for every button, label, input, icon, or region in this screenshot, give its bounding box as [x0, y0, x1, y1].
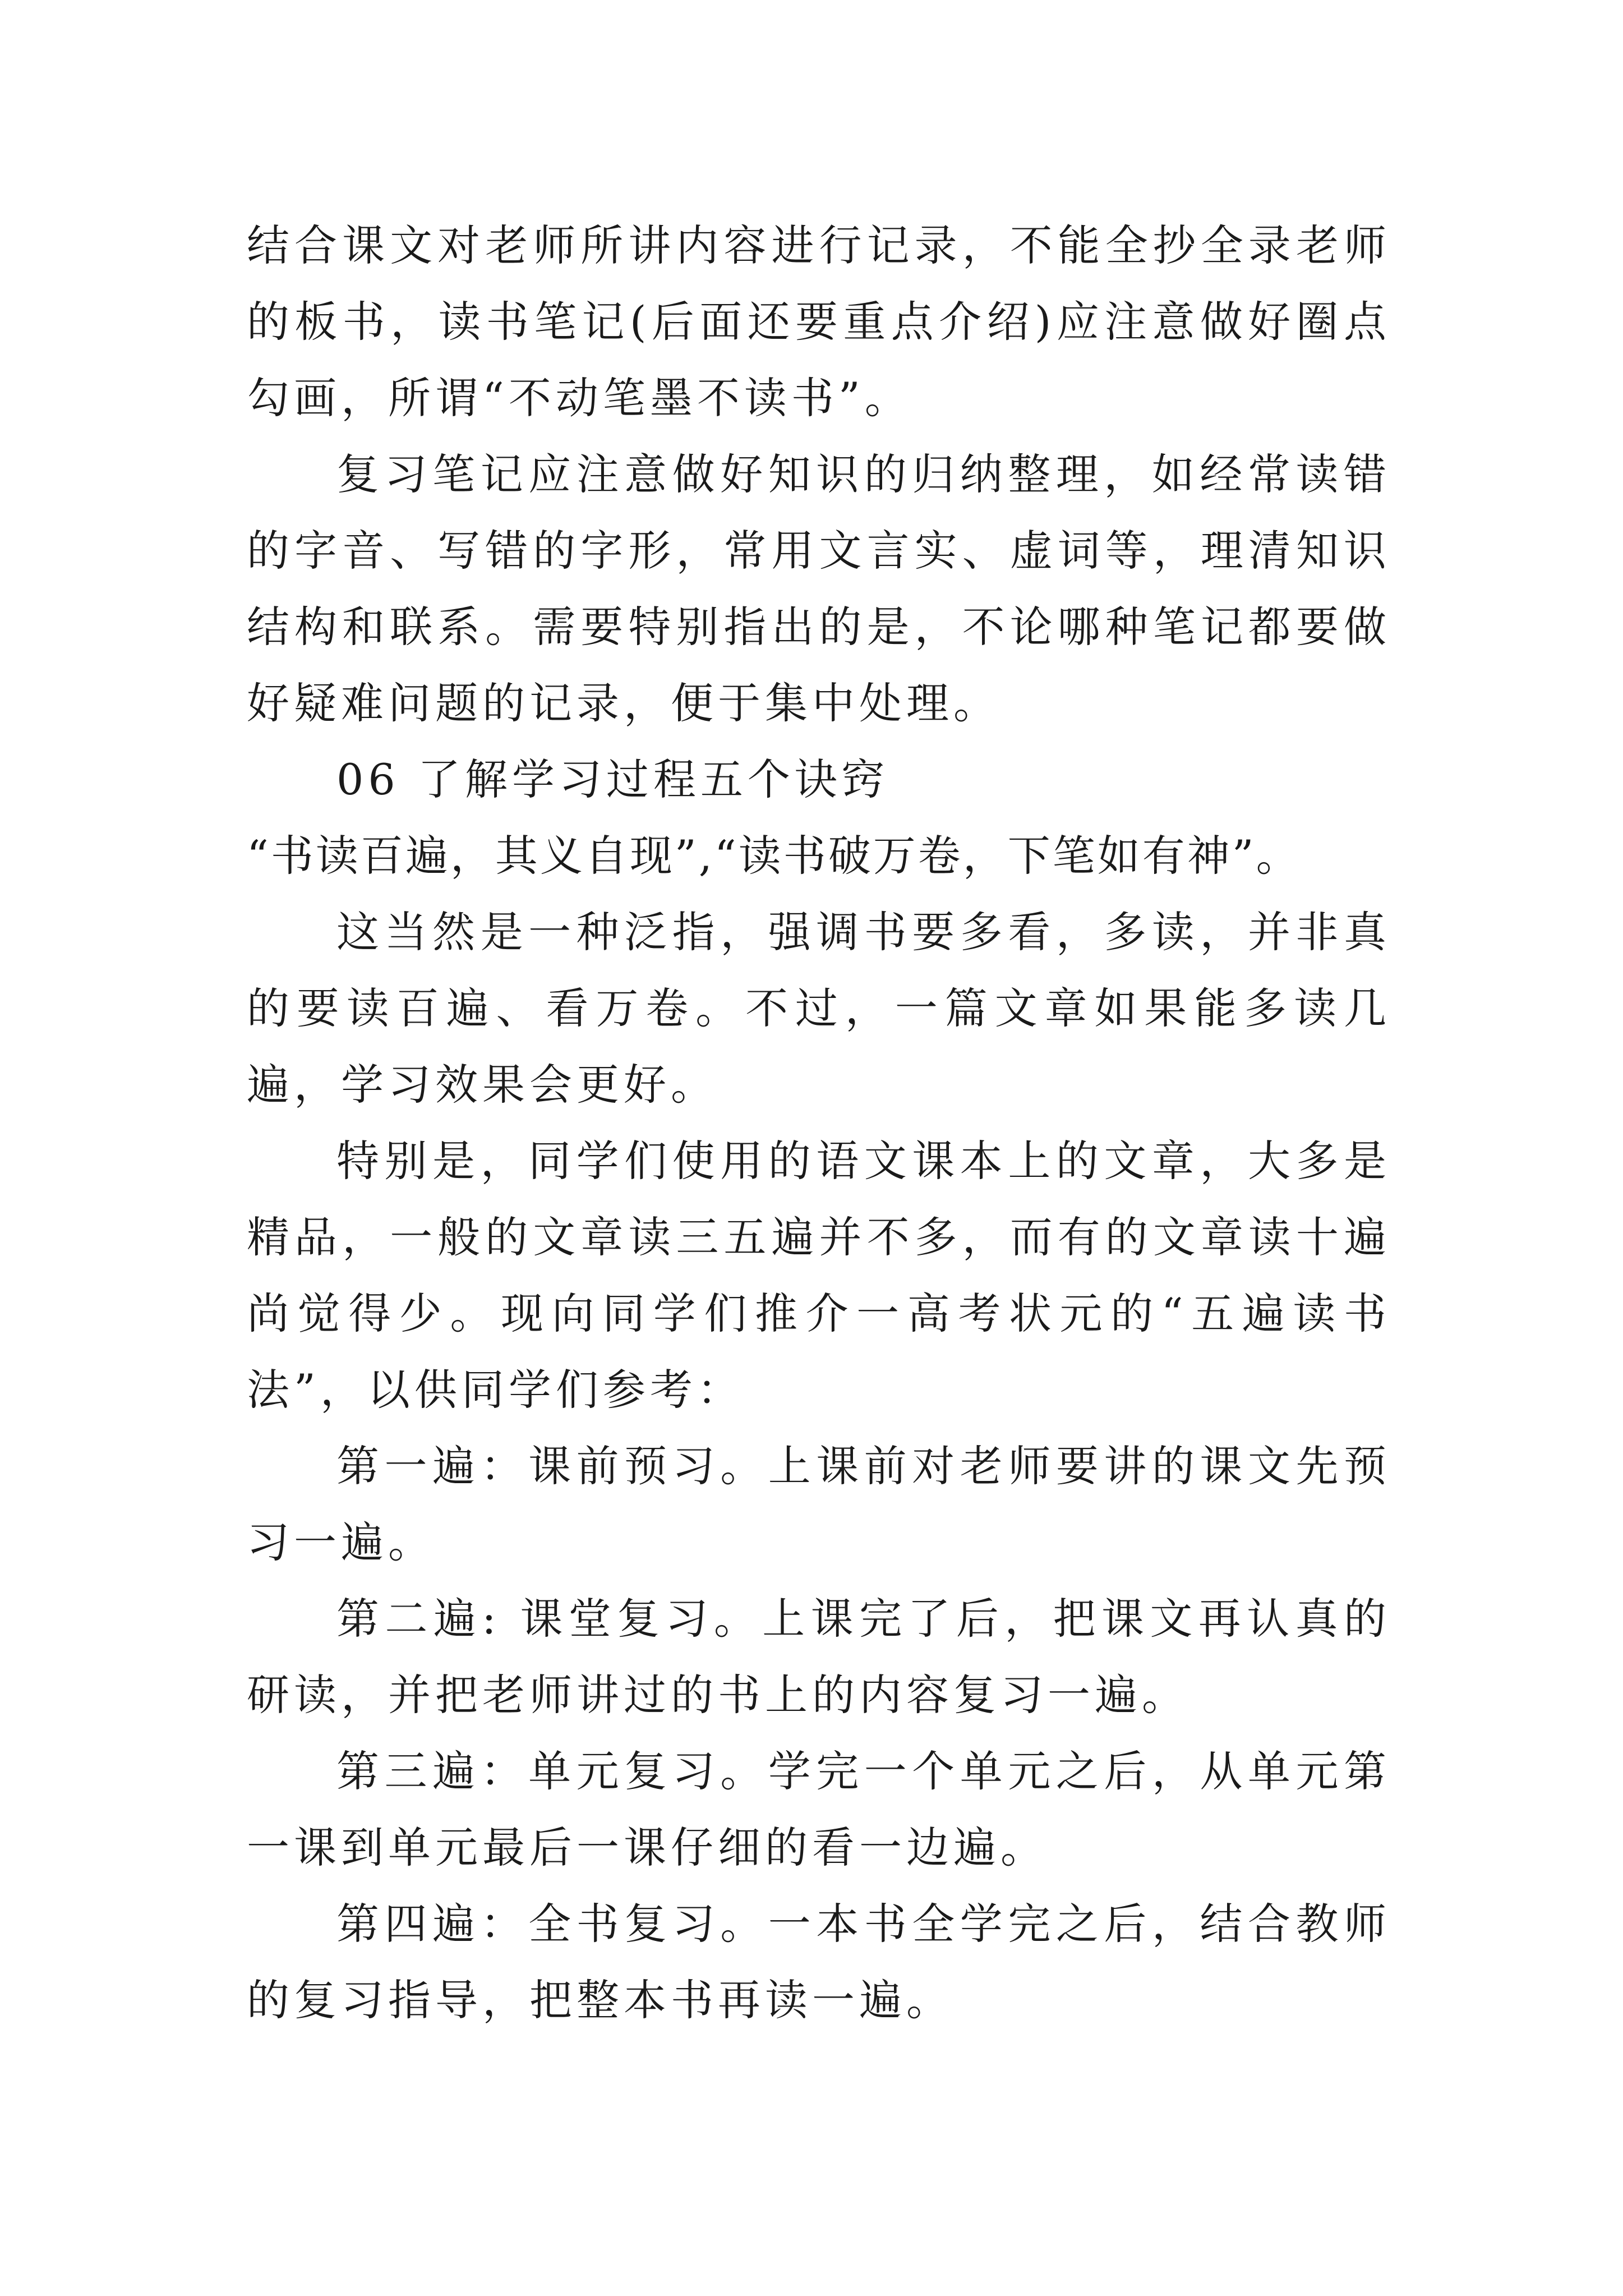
paragraph-quote: “书读百遍，其义自现”,“读书破万卷，下笔如有神”。	[247, 831, 1301, 881]
section-heading-06: 06 了解学习过程五个诀窍	[336, 754, 889, 804]
paragraph-fourth-pass: 第四遍：全书复习。一本书全学完之后，结合教师的复习指导，把整本书再读一遍。	[247, 1899, 1391, 2025]
paragraph-note-recording: 结合课文对老师所讲内容进行记录，不能全抄全录老师的板书，读书笔记(后面还要重点介绍)应注意做好圈点勾画，所谓“不动笔墨不读书”。	[247, 220, 1391, 423]
paragraph-five-pass-method: 特别是，同学们使用的语文课本上的文章，大多是精品，一般的文章读三五遍并不多，而有的文章读十遍尚觉得少。现向同学们推介一高考状元的“五遍读书法”，以供同学们参考：	[247, 1136, 1391, 1415]
document-body	[247, 208, 1391, 2039]
paragraph-second-pass: 第二遍: 课堂复习。上课完了后，把课文再认真的研读，并把老师讲过的书上的内容复习一遍。	[247, 1594, 1391, 1720]
paragraph-review-notes: 复习笔记应注意做好知识的归纳整理，如经常读错的字音、写错的字形，常用文言实、虚词等，理清知识结构和联系。需要特别指出的是，不论哪种笔记都要做好疑难问题的记录，便于集中处理。	[247, 449, 1391, 728]
paragraph-general-reading: 这当然是一种泛指，强调书要多看，多读，并非真的要读百遍、看万卷。不过，一篇文章如果能多读几遍，学习效果会更好。	[247, 907, 1391, 1110]
paragraph-third-pass: 第三遍：单元复习。学完一个单元之后，从单元第一课到单元最后一课仔细的看一边遍。	[247, 1746, 1391, 1872]
paragraph-first-pass: 第一遍：课前预习。上课前对老师要讲的课文先预习一遍。	[247, 1441, 1391, 1567]
